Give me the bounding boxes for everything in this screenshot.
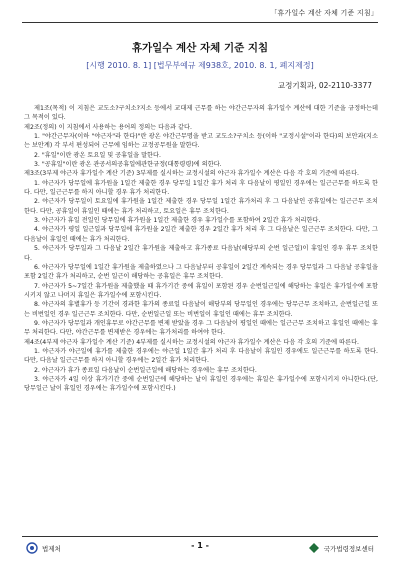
article-3-item-6: 6. 야근자가 당무일에 1일간 휴가원을 제출하였으나 그 다음날부터 공휴일이 2일간 계속되는 경우 당무일과 그 다음날 공휴일을 포함 2일간 휴가 처리하고, 순번 일근이 해당하는 공휴일은 휴무 조치한다. (24, 263, 378, 281)
department-contact: 교정기획과, 02-2110-3377 (277, 81, 372, 90)
header-divider (22, 22, 378, 23)
law-center-logo-icon (308, 542, 320, 554)
article-3-item-8: 8. 야근자의 휴별휴가 등 기간이 경과한 휴가의 종료일 다음날이 해당부의 당무일인 경우에는 당무근무 조치하고, 순번일근일 또는 비번일인 경우 일근근무 조치한다. 다만, 순번일근일 또는 비번일이 휴일인 때에는 휴무 조치한다. (24, 301, 378, 318)
document-title: 휴가일수 계산 자체 기준 지침 (131, 42, 269, 54)
document-body (24, 104, 378, 394)
article-4-item-2: 2. 야근자가 휴가 종료일 다음날이 순번일근일에 해당하는 경우에는 휴무 조치한다. (34, 366, 257, 374)
article-4-item-3: 3. 야근자가 4일 이상 휴가기간 중에 순번일근에 해당하는 날이 휴일인 경우에는 휴일은 휴가일수에 포함시키지 아니한다.(단, 당무일근 날이 휴일인 경우에는 휴가일수에 포함시킨다.) (24, 375, 378, 393)
article-1: 제1조(목적) 이 지침은 교도소?구치소?지소 등에서 교대제 근무를 하는 야간근무자의 휴가일수 계산에 대한 기준을 규정하는데 그 목적이 있다. (24, 105, 378, 122)
article-3-item-3: 3. 야근자가 휴일 전일인 당무일에 휴가원을 1일간 제출한 경우 휴가일수를 포함하여 2일간 휴가 처리한다. (34, 217, 321, 225)
document-subtitle[interactable]: [시행 2010. 8. 1] [법무부예규 제938호, 2010. 8. 1, 폐지제정] (86, 61, 314, 70)
article-2-item-2: 2. "휴일"이란 광온 토요일 및 공휴일을 말한다. (34, 151, 161, 159)
article-4: 제4조(4부제 야근자 휴가일수 계산 기준) 4부제를 실시하는 교정시설의 야근자 휴가일수 계산은 다음 각 호의 기준에 따른다. (24, 338, 360, 346)
article-3-item-1: 1. 야근자가 당무일에 휴가원을 1일간 제출한 경우 당무일 1일간 휴가 처리 후 다음날이 평일인 경우에는 일근근무를 하도록 한다. 다만, 일근근무를 하지 아니할 경우 휴가 처리한다. (24, 179, 378, 197)
article-4-item-1: 1. 야근자가 야근일에 휴가를 제출한 경우에는 야근일 1일간 휴가 처리 후 다음날이 휴일인 경우에도 일근근무를 하도록 한다. 다만, 다음날 일근근무를 하지 아니할 경우에는 2일간 휴가 처리한다. (24, 347, 378, 365)
page-number: - 1 - (191, 541, 209, 550)
footer-right (308, 542, 374, 554)
article-3-item-2: 2. 야근자가 당무일이 토요일에 휴가원을 1일간 제출한 경우 당무일 1일간 휴가처리 후 그 다음날인 공휴일에는 일근근무 조치한다. 다만, 공휴일이 휴일인 때에는 휴가 처리하고, 토요일은 휴무 조치한다. (24, 198, 378, 215)
article-3-item-4: 4. 야근자가 평일 일근일과 당무일에 휴가원을 2일간 제출한 경우 2일간 휴가 처리 후 그 다음날은 일근근무 조치한다. 다만, 그 다음날이 휴일인 때에는 휴가 처리한다. (24, 226, 378, 243)
footer-divider (22, 536, 378, 537)
article-3-item-9: 9. 야근자가 당무일과 개인휴무로 야간근무를 변제 받았을 경우 그 다음날이 평일인 때에는 일근근무 조치하고 휴일인 때에는 휴무 처리한다. 다만, 야간근무를 변제받은 경우에는 휴가처리를 하여야 한다. (24, 319, 378, 337)
footer-right-label: 국가법령정보센터 (323, 544, 374, 553)
article-3-item-7: 7. 야근자가 5~7일간 휴가원을 제출했을 때 휴가기간 중에 휴일이 포함된 경우 순번일근일에 해당하는 휴일은 휴가일수에 포함시키지 않고 나머지 휴일은 휴가일수에 포함시킨다. (24, 282, 378, 299)
article-2: 제2조(정의) 이 지침에서 사용하는 용어의 정의는 다음과 같다. (24, 123, 192, 131)
article-3-item-5: 5. 야근자가 당무일과 그 다음날 2일간 휴가원을 제출하고 휴가종료 다음날(해당부의 순번 일근일)이 휴일인 경우 휴무 조치한다. (24, 245, 378, 262)
article-2-item-1: 1. "야간근무자(이하 "야근자"라 한다)"란 광온 야간근무명을 받고 교도소?구치소 등(이하 "교정시설"이라 한다)의 보안과(지소는 보안계) 각 부서 편성되어 근무에 임하는 교정공무원을 말한다. (24, 133, 378, 150)
article-2-item-3: 3. "공휴일"이란 광온 관공서의공휴일에관한규정(대통령령)에 의한다. (34, 161, 222, 169)
footer-left-label: 법제처 (42, 544, 61, 553)
article-3: 제3조(3부제 야근자 휴가일수 계산 기준) 3부제를 실시하는 교정시설의 야근자 휴가일수 계산은 다음 각 호의 기준에 따른다. (24, 170, 360, 178)
running-header: 「휴가일수 계산 자체 기준 지침」 (270, 9, 378, 17)
